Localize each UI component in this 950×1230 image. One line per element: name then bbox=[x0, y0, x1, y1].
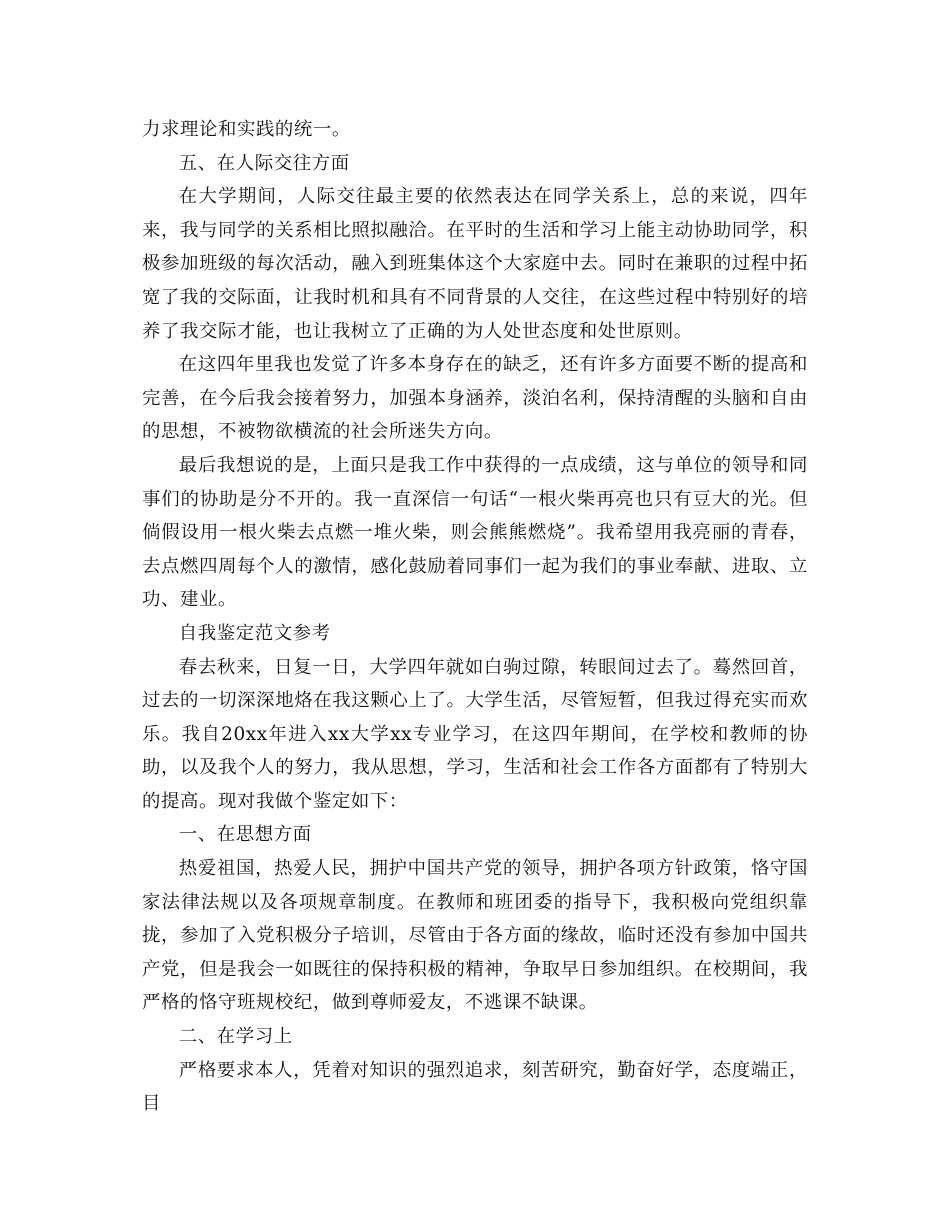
paragraph-study: 严格要求本人，凭着对知识的强烈追求，刻苦研究，勤奋好学，态度端正，目 bbox=[142, 1059, 808, 1115]
section-heading-study: 二、在学习上 bbox=[178, 1026, 293, 1048]
paragraph-thought: 热爱祖国，热爱人民，拥护中国共产党的领导，拥护各项方针政策，恪守国家法律法规以及各项规章制度。在教师和班团委的指导下，我积极向党组织靠拢，参加了入党积极分子培训，尽管由于各方面的缘故，临时还没有参加中国共产党，但是我会一如既往的保持积极的精神，争取早日参加组织。在校期间，我严格的恪守班规校纪，做到尊师爱友，不逃课不缺课。 bbox=[142, 858, 808, 1014]
paragraph-continuation: 力求理论和实践的统一。 bbox=[142, 119, 351, 140]
paragraph-closing: 最后我想说的是，上面只是我工作中获得的一点成绩，这与单位的领导和同事们的协助是分不开的。我一直深信一句话“一根火柴再亮也只有豆大的光。但倘假设用一根火柴去点燃一堆火柴，则会熊熊燃烧”。我希望用我亮丽的青春，去点燃四周每个人的激情，感化鼓励着同事们一起为我们的事业奉献、进取、立功、建业。 bbox=[142, 454, 808, 611]
section-title-reference: 自我鉴定范文参考 bbox=[178, 622, 331, 644]
section-heading-thought: 一、在思想方面 bbox=[178, 824, 312, 846]
paragraph-intro: 春去秋来，日复一日，大学四年就如白驹过隙，转眼间过去了。蓦然回首，过去的一切深深地烙在我这颗心上了。大学生活，尽管短暂，但我过得充实而欢乐。我自20xx年进入xx大学xx专业学习，在这四年期间，在学校和教师的协助，以及我个人的努力，我从思想，学习，生活和社会工作各方面都有了特别大的提高。现对我做个鉴定如下： bbox=[142, 656, 808, 812]
paragraph-interpersonal: 在大学期间，人际交往最主要的依然表达在同学关系上，总的来说，四年来，我与同学的关系相比照拟融洽。在平时的生活和学习上能主动协助同学，积极参加班级的每次活动，融入到班集体这个大家庭中去。同时在兼职的过程中拓宽了我的交际面，让我时机和具有不同背景的人交往，在这些过程中特别好的培养了我交际才能，也让我树立了正确的为人处世态度和处世原则。 bbox=[142, 186, 808, 342]
section-heading-interpersonal: 五、在人际交往方面 bbox=[178, 152, 350, 174]
paragraph-shortcomings: 在这四年里我也发觉了许多本身存在的缺乏，还有许多方面要不断的提高和完善，在今后我会接着努力，加强本身涵养，淡泊名利，保持清醒的头脑和自由的思想，不被物欲横流的社会所迷失方向。 bbox=[142, 354, 808, 443]
document-body bbox=[142, 113, 808, 1121]
